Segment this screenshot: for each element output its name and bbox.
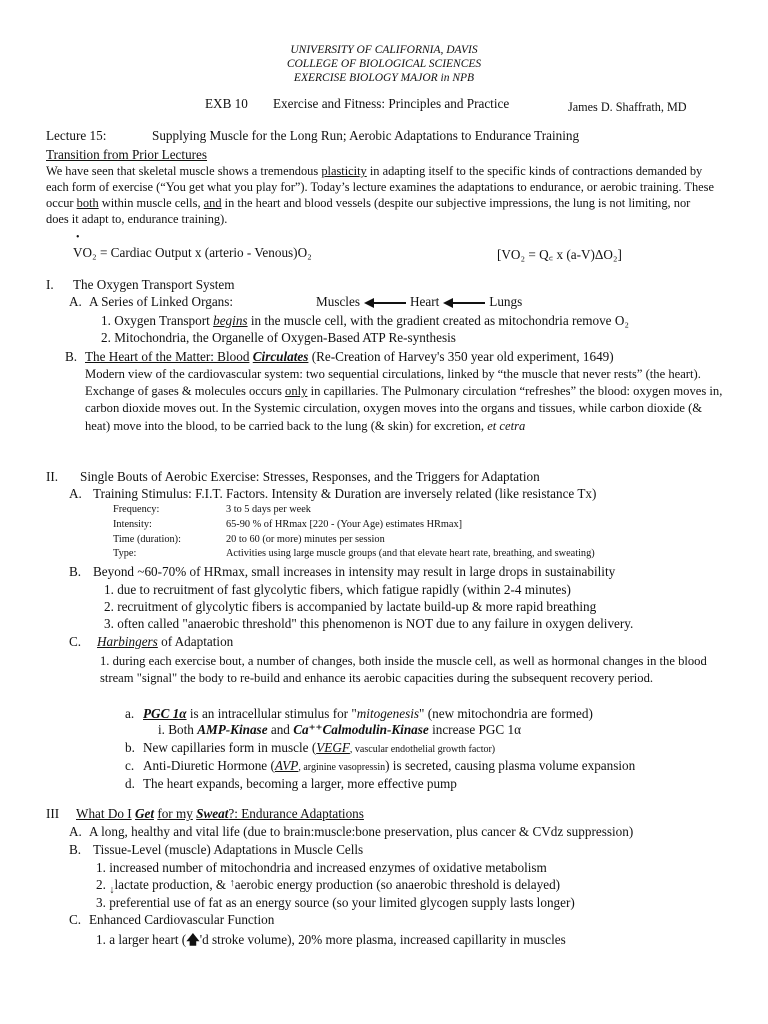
- s2-a-label: A.: [69, 486, 82, 501]
- s2-b-text: Beyond ~60-70% of HRmax, small increases in intensity may result in large drops in sustainability: [93, 564, 616, 579]
- left-arrow-icon: [443, 298, 485, 308]
- organ-heart: Heart: [409, 294, 440, 309]
- s1-a-text: A Series of Linked Organs:: [89, 294, 234, 309]
- left-arrow-icon: [364, 298, 406, 308]
- s3-b3: 3. preferential use of fat as an energy source (so your limited glycogen supply lasts longer): [96, 895, 575, 910]
- s1-a-label: A.: [69, 294, 82, 309]
- major-name: EXERCISE BIOLOGY MAJOR in NPB: [293, 72, 475, 84]
- instructor-name: James D. Shaffrath, MD: [568, 100, 687, 114]
- fit-value-type: Activities using large muscle groups (and that elevate heart rate, breathing, and sweating): [226, 548, 595, 559]
- course-title: Exercise and Fitness: Principles and Practice: [273, 96, 510, 111]
- fit-term-type: Type:: [113, 548, 137, 559]
- s1-b-heading: The Heart of the Matter: Blood Circulates (Re-Creation of Harvey's 350 year old experiment, 1649): [85, 349, 614, 364]
- s2-cc-text: Anti-Diuretic Hormone (AVP, arginine vasopressin) is secreted, causing plasma volume expansion: [143, 758, 636, 773]
- section-3-number: III: [46, 806, 60, 821]
- s2-cb-label: b.: [125, 740, 135, 755]
- organ-lungs: Lungs: [489, 294, 523, 309]
- university-name: UNIVERSITY OF CALIFORNIA, DAVIS: [290, 44, 478, 56]
- s3-b1: 1. increased number of mitochondria and increased enzymes of oxidative metabolism: [96, 860, 547, 875]
- s2-a-text: Training Stimulus: F.I.T. Factors. Intensity & Duration are inversely related (like resistance Tx): [93, 486, 597, 501]
- s3-c1: 1. a larger heart (🡅'd stroke volume), 20% more plasma, increased capillarity in muscles: [96, 932, 566, 947]
- s1-b-label: B.: [65, 349, 78, 364]
- down-arrow-icon: ↓: [109, 885, 115, 896]
- fit-value-intensity: 65-90 % of HRmax [220 - (Your Age) estimates HRmax]: [226, 519, 463, 530]
- section-2-title: Single Bouts of Aerobic Exercise: Stresses, Responses, and the Triggers for Adaptation: [80, 469, 540, 484]
- organ-chain: [316, 294, 522, 310]
- s3-a-text: A long, healthy and vital life (due to brain:muscle:bone preservation, plus cancer & CVdz suppression): [89, 824, 634, 839]
- s2-c-heading: Harbingers of Adaptation: [97, 634, 234, 649]
- s2-cb-text: New capillaries form in muscle (VEGF, vascular endothelial growth factor): [143, 740, 496, 755]
- course-code: EXB 10: [205, 96, 248, 111]
- s2-b2: 2. recruitment of glycolytic fibers is accompanied by lactate build-up & more rapid breathing: [104, 599, 597, 614]
- fit-term-frequency: Frequency:: [113, 504, 160, 515]
- s1-b-paragraph: Modern view of the cardiovascular system: two sequential circulations, linked by “the muscle that never rests” (the heart). Exchange of gases & molecules occurs only in capillaries. The Pulmonary circulation “refreshes” the blood: oxygen moves in, carbon dioxide moves out. In the Systemic circulation, oxygen moves into the organs and tissues, while carbon dioxide (& heat) move into the blood, to be carried back to the lung (& skin) for excretion, et cetra: [85, 367, 723, 433]
- intro-paragraph: We have seen that skeletal muscle shows a tremendous plasticity in adapting itself to the specific kinds of contractions demanded by each form of exercise (“You get what you play for”). Today’s lecture examines the adaptations to endurance, or aerobic training. These occur both within muscle cells, and in the heart and blood vessels (despite our subjective impressions, the lung is not limiting, nor does it adapt to, endurance training).: [46, 164, 714, 226]
- vo2-equation: VO₂ = Cardiac Output x (arterio - Venous)O₂: [73, 245, 312, 260]
- s3-b2: 2. $_↓$lactate production, & ↑aerobic energy production (so anaerobic threshold is delayed): [96, 877, 561, 896]
- s2-cd-label: d.: [125, 776, 135, 791]
- lecture-title: Supplying Muscle for the Long Run; Aerobic Adaptations to Endurance Training: [152, 128, 580, 143]
- section-3-title: What Do I Get for my Sweat?: Endurance Adaptations: [76, 806, 364, 821]
- fit-value-time: 20 to 60 (or more) minutes per session: [226, 534, 385, 545]
- s2-b3: 3. often called "anaerobic threshold" this phenomenon is NOT due to any failure in oxygen delivery.: [104, 616, 634, 631]
- s3-a-label: A.: [69, 824, 82, 839]
- s2-ca-text: PGC 1α is an intracellular stimulus for "mitogenesis" (new mitochondria are formed): [143, 706, 593, 721]
- fit-term-intensity: Intensity:: [113, 519, 152, 530]
- s2-b1: 1. due to recruitment of fast glycolytic fibers, which fatigue rapidly (within 2-4 minutes): [104, 582, 571, 597]
- college-name: COLLEGE OF BIOLOGICAL SCIENCES: [286, 58, 482, 70]
- fit-term-time: Time (duration):: [113, 534, 181, 545]
- s2-c-label: C.: [69, 634, 82, 649]
- s2-ca-label: a.: [125, 706, 135, 721]
- s2-c1-paragraph: 1. during each exercise bout, a number of changes, both inside the muscle cell, as well as hormonal changes in the blood stream "signal" the body to re-build and enhance its aerobic capacities during the subsequent recovery period.: [100, 654, 707, 685]
- up-arrow-icon: 🡅: [186, 932, 200, 947]
- organ-muscles: Muscles: [316, 294, 360, 309]
- s2-b-label: B.: [69, 564, 82, 579]
- section-1-title: The Oxygen Transport System: [73, 277, 235, 292]
- vo2-equation-short: [VO₂ = Q꜀ x (a-V)ΔO₂]: [497, 247, 622, 262]
- dot-accent: •: [76, 232, 80, 243]
- s2-cc-label: c.: [125, 758, 135, 773]
- s3-c-text: Enhanced Cardiovascular Function: [89, 912, 275, 927]
- up-arrow-icon: ↑: [229, 878, 235, 889]
- intro-heading: Transition from Prior Lectures: [46, 147, 208, 162]
- s3-b-text: Tissue-Level (muscle) Adaptations in Muscle Cells: [93, 842, 364, 857]
- fit-value-frequency: 3 to 5 days per week: [226, 504, 311, 515]
- s2-cd-text: The heart expands, becoming a larger, more effective pump: [143, 776, 457, 791]
- lecture-label: Lecture 15:: [46, 128, 107, 143]
- s1-a2: 2. Mitochondria, the Organelle of Oxygen-Based ATP Re-synthesis: [101, 330, 456, 345]
- s1-a1: 1. Oxygen Transport begins in the muscle cell, with the gradient created as mitochondria remove O₂: [101, 313, 629, 328]
- section-1-number: I.: [46, 277, 54, 292]
- s3-c-label: C.: [69, 912, 82, 927]
- s2-ca-i: i. Both AMP-Kinase and Ca⁺⁺Calmodulin-Kinase increase PGC 1α: [158, 722, 522, 737]
- section-2-number: II.: [46, 469, 59, 484]
- s3-b-label: B.: [69, 842, 82, 857]
